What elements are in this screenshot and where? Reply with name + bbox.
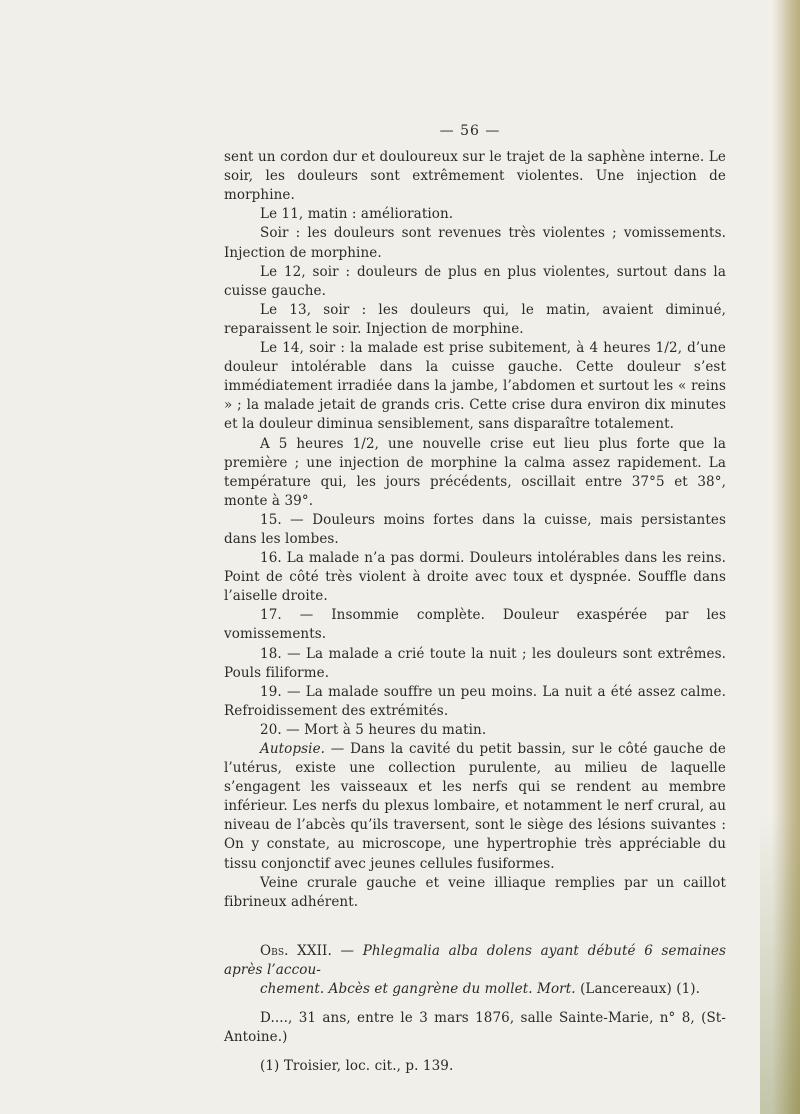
observation-title (224, 942, 726, 980)
document-body (224, 122, 726, 1076)
observation-patient: D...., 31 ans, entre le 3 mars 1876, salle Sainte-Marie, n° 8, (St-Antoine.) (224, 1010, 726, 1046)
paragraph-continued: sent un cordon dur et douloureux sur le trajet de la saphène interne. Le soir, les douleurs sont extrêmement violentes. Une injection de morphine. (224, 149, 726, 204)
paragraph-day-15: 15. — Douleurs moins fortes dans la cuisse, mais persistantes dans les lombes. (224, 511, 726, 547)
paragraph-day-11-evening: Soir : les douleurs sont revenues très violentes ; vomissements. Injection de morphine. (224, 225, 726, 261)
page-number: — 56 — (439, 123, 501, 139)
paragraph-day-16: 16. La malade n’a pas dormi. Douleurs intolérables dans les reins. Point de côté très violent à droite avec toux et dyspnée. Souffle dans l’aiselle droite. (224, 550, 726, 605)
observation-title-line1: Phlegmalia alba dolens ayant débuté 6 semaines après l’accou- (224, 942, 727, 978)
observation-label: Obs. (260, 942, 289, 959)
paragraph-day-14: Le 14, soir : la malade est prise subitement, à 4 heures 1/2, d’une douleur intolérable dans la cuisse gauche. Cette douleur s’est immédiatement irradiée dans la jambe, l’abdomen et surtout les « reins » ; la malade jetait de grands cris. Cette crise dura environ dix minutes et la douleur diminua sensiblement, sans disparaître totalement. (224, 340, 726, 433)
paragraph-crisis-5h: A 5 heures 1/2, une nouvelle crise eut lieu plus forte que la première ; une injection de morphine la calma assez rapidement. La température qui, les jours précédents, oscillait entre 37°5 et 38°, monte à 39°. (224, 435, 726, 509)
observation-number: XXII. — (288, 942, 363, 959)
paragraph-day-11-morning: Le 11, matin : amélioration. (260, 206, 454, 223)
observation-title-line2: chement. Abcès et gangrène du mollet. Mort. (260, 981, 576, 998)
observation-block (224, 942, 726, 1047)
observation-source: (Lancereaux) (1). (575, 981, 701, 998)
paragraph-day-12: Le 12, soir : douleurs de plus en plus violentes, surtout dans la cuisse gauche. (224, 263, 726, 299)
observation-title-continued (224, 980, 726, 999)
autopsy-text: — Dans la cavité du petit bassin, sur le côté gauche de l’utérus, existe une collection purulente, au milieu de laquelle s’engagent les vaisseaux et les nerfs qui se rendent au membre inférieur. Les nerfs du plexus lombaire, et notamment le nerf crural, au niveau de l’abcès qu’ils traversent, sont le siège des lésions suivantes : On y constate, au microscope, une hypertrophie très appréciable du tissu conjonctif avec jeunes cellules fusiformes. (224, 741, 726, 872)
autopsy-label: Autopsie. (260, 741, 326, 757)
paragraph-day-18: 18. — La malade a crié toute la nuit ; les douleurs sont extrêmes. Pouls filiforme. (224, 645, 726, 681)
paragraph-day-17: 17. — Insommie complète. Douleur exaspérée par les vomissements. (224, 607, 726, 643)
footnote: (1) Troisier, loc. cit., p. 139. (260, 1058, 454, 1075)
paragraph-day-20: 20. — Mort à 5 heures du matin. (260, 721, 487, 738)
paragraph-autopsy (224, 740, 726, 874)
paragraph-day-13: Le 13, soir : les douleurs qui, le matin, avaient diminué, reparaissent le soir. Injection de morphine. (224, 301, 726, 337)
paragraph-day-19: 19. — La malade souffre un peu moins. La nuit a été assez calme. Refroidissement des extrémités. (224, 683, 726, 719)
paragraph-veine: Veine crurale gauche et veine illiaque remplies par un caillot fibrineux adhérent. (224, 874, 726, 910)
page-edge-stain (760, 814, 800, 1114)
